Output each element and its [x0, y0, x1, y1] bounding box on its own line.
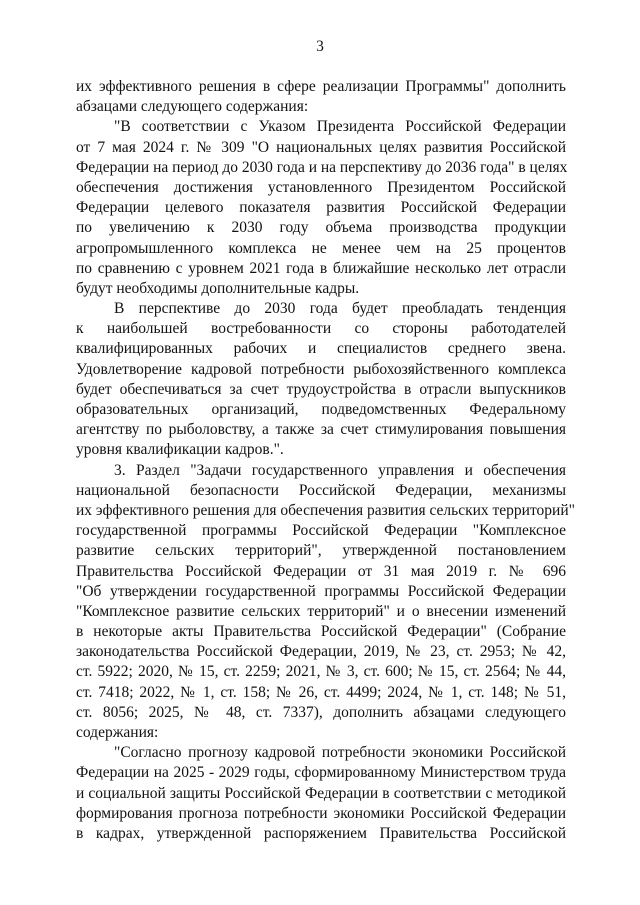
- text-line: Федерации на период до 2030 года и на перспективу до 2036 года" в целях: [76, 158, 568, 176]
- text-line: Федерации на 2025 - 2029 годы, сформированному Министерством труда: [76, 764, 566, 782]
- text-line: ст. 5922; 2020, № 15, ст. 2259; 2021, № 3, ст. 600; № 15, ст. 2564; № 44,: [76, 663, 566, 681]
- text-line: и социальной защиты Российской Федерации в соответствии с методикой: [76, 784, 566, 802]
- text-line: к наибольшей востребованности со стороны работодателей: [76, 320, 566, 338]
- text-line: в некоторые акты Правительства Российской Федерации" (Собрание: [76, 623, 566, 641]
- text-line: В перспективе до 2030 года будет преобладать тенденция: [114, 300, 566, 318]
- text-line: по сравнению с уровнем 2021 года в ближайшие несколько лет отрасли: [76, 259, 566, 277]
- text-line: по увеличению к 2030 году объема производства продукции: [76, 219, 566, 237]
- text-line: их эффективного решения для обеспечения развития сельских территорий": [76, 501, 575, 519]
- text-line: ст. 8056; 2025, № 48, ст. 7337), дополнить абзацами следующего: [76, 703, 566, 721]
- text-line: формирования прогноза потребности экономики Российской Федерации: [76, 804, 566, 822]
- text-line: 3. Раздел "Задачи государственного управления и обеспечения: [114, 461, 566, 479]
- page-number: 3: [316, 38, 324, 55]
- text-line: Федерации целевого показателя развития Российской Федерации: [76, 199, 566, 217]
- text-line: будет обеспечиваться за счет трудоустройства в отрасли выпускников: [76, 380, 566, 398]
- text-line: ст. 7418; 2022, № 1, ст. 158; № 26, ст. 4499; 2024, № 1, ст. 148; № 51,: [76, 683, 566, 701]
- text-line: государственной программы Российской Федерации "Комплексное: [76, 522, 566, 540]
- text-line: "Об утверждении государственной программы Российской Федерации: [76, 582, 566, 600]
- document-body: [76, 77, 575, 844]
- text-line: квалифицированных рабочих и специалистов среднего звена.: [76, 340, 566, 358]
- text-line: образовательных организаций, подведомственных Федеральному: [76, 401, 566, 418]
- text-line: "Комплексное развитие сельских территорий" и о внесении изменений: [76, 602, 566, 620]
- text-line: уровня квалификации кадров.".: [76, 441, 284, 459]
- text-line: Удовлетворение кадровой потребности рыбохозяйственного комплекса: [76, 360, 566, 378]
- text-line: законодательства Российской Федерации, 2019, № 23, ст. 2953; № 42,: [76, 643, 566, 661]
- text-line: "В соответствии с Указом Президента Российской Федерации: [114, 118, 566, 136]
- text-line: "Согласно прогнозу кадровой потребности экономики Российской: [114, 744, 566, 762]
- text-line: будут необходимы дополнительные кадры.: [76, 279, 360, 297]
- text-line: от 7 мая 2024 г. № 309 "О национальных целях развития Российской: [76, 138, 566, 156]
- text-line: национальной безопасности Российской Федерации, механизмы: [76, 481, 566, 499]
- text-line: содержания:: [76, 724, 159, 741]
- text-line: обеспечения достижения установленного Президентом Российской: [76, 178, 566, 196]
- text-line: агропромышленного комплекса не менее чем на 25 процентов: [76, 239, 566, 257]
- text-line: развитие сельских территорий", утвержденной постановлением: [76, 542, 566, 560]
- text-line: агентству по рыболовству, а также за счет стимулирования повышения: [76, 421, 566, 439]
- text-line: абзацами следующего содержания:: [76, 98, 309, 116]
- text-line: в кадрах, утвержденной распоряжением Правительства Российской: [76, 824, 566, 842]
- text-line: Правительства Российской Федерации от 31 мая 2019 г. № 696: [76, 562, 566, 580]
- text-line: их эффективного решения в сфере реализации Программы" дополнить: [76, 78, 566, 95]
